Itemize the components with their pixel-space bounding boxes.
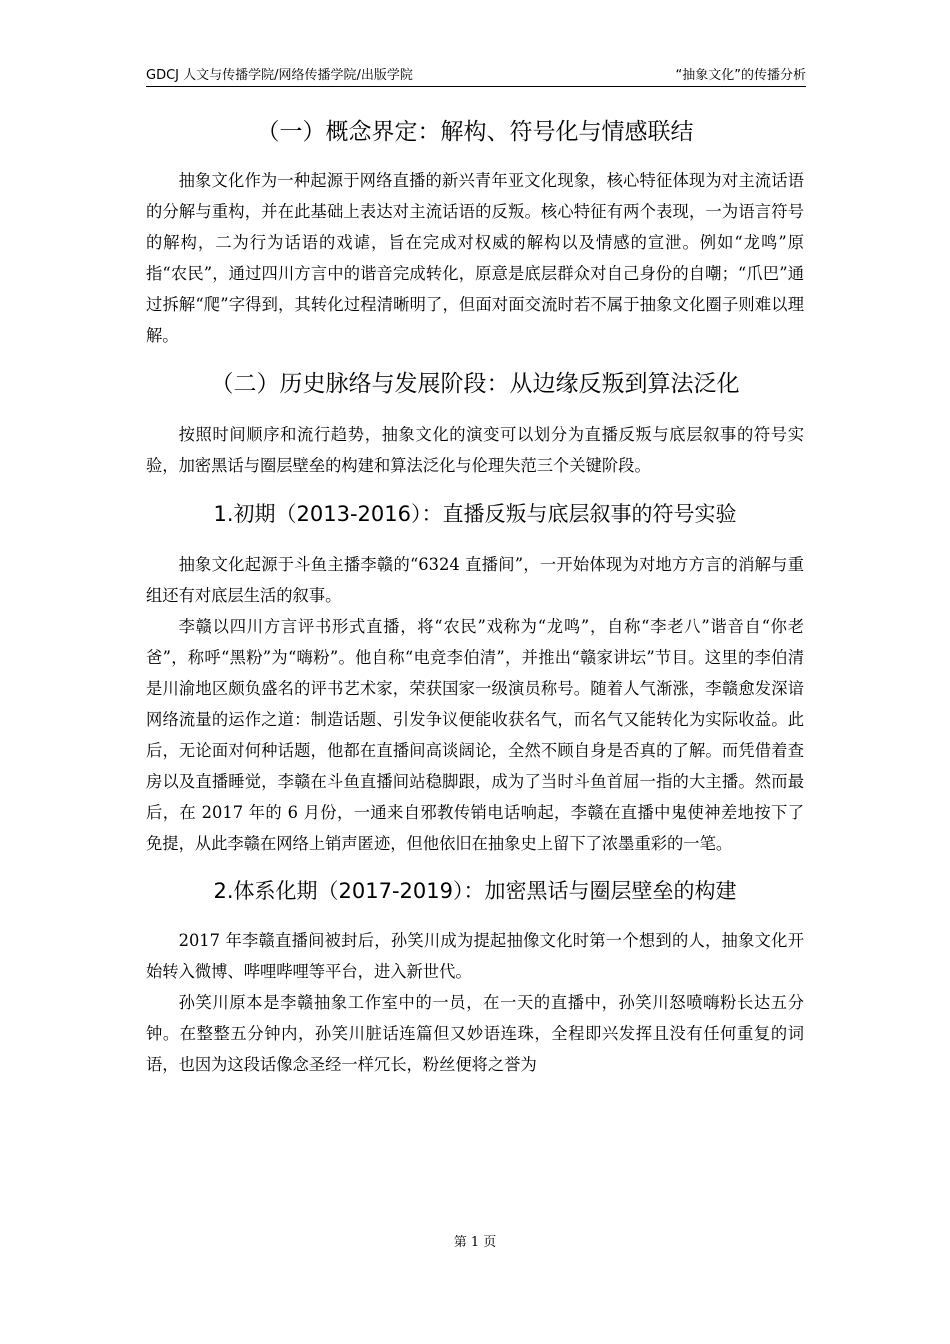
header-document-title: “抽象文化”的传播分析 <box>675 68 806 83</box>
paragraph-concept: 抽象文化作为一种起源于网络直播的新兴青年亚文化现象，核心特征体现为对主流话语的分解与重构，并在此基础上表达对主流话语的反叛。核心特征有两个表现，一为语言符号的解构，二为行为话语的戏谑，旨在完成对权威的解构以及情感的宣泄。例如“龙鸣”原指“农民”，通过四川方言中的谐音完成转化，原意是底层群众对自己身份的自嘲；“爪巴”通过拆解“爬”字得到，其转化过程清晰明了，但面对面交流时若不属于抽象文化圈子则难以理解。 <box>146 171 804 345</box>
paragraph-systematization-intro: 2017 年李赣直播间被封后，孙笑川成为提起抽像文化时第一个想到的人，抽象文化开始转入微博、哔哩哔哩等平台，进入新世代。 <box>146 931 804 981</box>
page-content <box>146 112 804 1080</box>
subsection-heading-early-period: 1.初期（2013-2016）：直播反叛与底层叙事的符号实验 <box>213 502 737 526</box>
paragraph-early-origin: 抽象文化起源于斗鱼主播李赣的“6324 直播间”，一开始体现为对地方方言的消解与重组还有对底层生活的叙事。 <box>146 555 804 605</box>
paragraph-sunxiaochuan: 孙笑川原本是李赣抽象工作室中的一员，在一天的直播中，孙笑川怒喷嗨粉长达五分钟。在整整五分钟内，孙笑川脏话连篇但又妙语连珠，全程即兴发挥且没有任何重复的词语，也因为这段话像念圣经一样冗长，粉丝便将之誉为 <box>146 993 804 1074</box>
page-header <box>146 66 806 87</box>
section-heading-history: （二）历史脉络与发展阶段：从边缘反叛到算法泛化 <box>210 371 740 397</box>
paragraph-early-ligan: 李赣以四川方言评书形式直播，将“农民”戏称为“龙鸣”，自称“李老八”谐音自“你老爸”，称呼“黑粉”为“嗨粉”。他自称“电竞李伯清”，并推出“赣家讲坛”节目。这里的李伯清是川渝地区颇负盛名的评书艺术家，荣获国家一级演员称号。随着人气渐涨，李赣愈发深谙网络流量的运作之道：制造话题、引发争议便能收获名气，而名气又能转化为实际收益。此后，无论面对何种话题，他都在直播间高谈阔论，全然不顾自身是否真的了解。而凭借着查房以及直播睡觉，李赣在斗鱼直播间站稳脚跟，成为了当时斗鱼首屈一指的大主播。然而最后，在 2017 年的 6 月份，一通来自邪教传销电话响起，李赣在直播中鬼使神差地按下了免提，从此李赣在网络上销声匿迹，但他依旧在抽象史上留下了浓墨重彩的一笔。 <box>146 617 804 853</box>
header-institution: GDCJ 人文与传播学院/网络传播学院/出版学院 <box>146 68 413 83</box>
subsection-heading-systematization: 2.体系化期（2017-2019）：加密黑话与圈层壁垒的构建 <box>213 879 737 903</box>
page-number: 第 1 页 <box>453 1235 497 1250</box>
section-heading-concept: （一）概念界定：解构、符号化与情感联结 <box>256 119 694 145</box>
paragraph-history-intro: 按照时间顺序和流行趋势，抽象文化的演变可以划分为直播反叛与底层叙事的符号实验，加密黑话与圈层壁垒的构建和算法泛化与伦理失范三个关键阶段。 <box>146 425 804 475</box>
